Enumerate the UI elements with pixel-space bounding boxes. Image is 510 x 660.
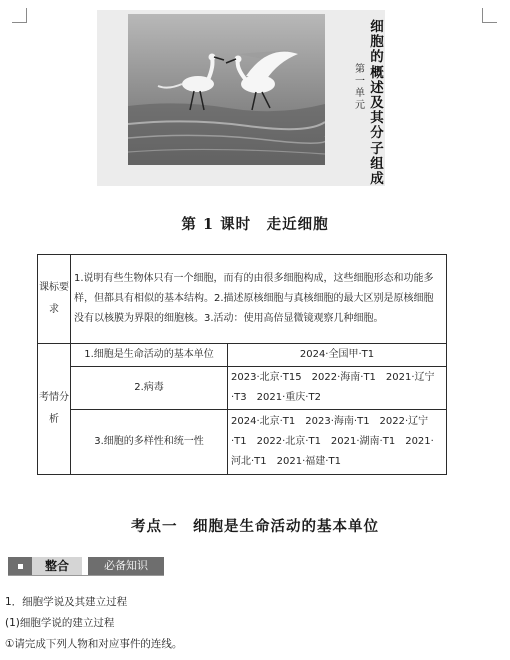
corner-mark-left xyxy=(12,8,27,23)
curriculum-row xyxy=(38,255,447,344)
table-row xyxy=(38,344,447,367)
unit-title: 细 胞 的 概 述 及 其 分 子 组 成 xyxy=(370,19,384,188)
exam-topic: 1.细胞是生命活动的基本单位 xyxy=(71,344,228,367)
table-row xyxy=(38,410,447,475)
exam-topic: 3.细胞的多样性和统一性 xyxy=(71,410,228,475)
exam-sources: 2024·北京·T1 2023·海南·T1 2022·辽宁·T1 2022·北京·T1 2021·湖南·T1 2021·河北·T1 2021·福建·T1 xyxy=(228,410,447,475)
unit-label: 第 一 单 元 xyxy=(355,64,365,111)
square-bullet-icon xyxy=(8,557,32,575)
body-line: (1)细胞学说的建立过程 xyxy=(5,617,115,629)
tag-underline xyxy=(8,575,164,576)
exam-topic: 2.病毒 xyxy=(71,367,228,410)
exam-header: 考情分析 xyxy=(38,344,71,475)
requirements-table xyxy=(37,254,447,475)
egrets-photo xyxy=(128,14,325,165)
body-line: 1．细胞学说及其建立过程 xyxy=(5,596,128,608)
egrets-illustration xyxy=(128,14,325,165)
section-tag-bar xyxy=(8,557,164,575)
table-row xyxy=(38,367,447,410)
lesson-title: 第 1 课时 走近细胞 xyxy=(181,216,329,233)
body-line: ①请完成下列人物和对应事件的连线。 xyxy=(5,638,183,650)
exam-sources: 2024·全国甲·T1 xyxy=(228,344,447,367)
tag-sub-label: 必备知识 xyxy=(88,557,164,575)
curriculum-header: 课标要求 xyxy=(38,255,71,344)
tag-main-label: 整合 xyxy=(32,557,82,575)
curriculum-text: 1.说明有些生物体只有一个细胞，而有的由很多细胞构成，这些细胞形态和功能多样，但都具有相似的基本结构。2.描述原核细胞与真核细胞的最大区别是原核细胞没有以核膜为界限的细胞核。3.活动：使用高倍显微镜观察几种细胞。 xyxy=(71,255,447,344)
exam-sources: 2023·北京·T15 2022·海南·T1 2021·辽宁·T3 2021·重庆·T2 xyxy=(228,367,447,410)
section-title: 考点一 细胞是生命活动的基本单位 xyxy=(131,518,379,535)
corner-mark-right xyxy=(482,8,497,23)
